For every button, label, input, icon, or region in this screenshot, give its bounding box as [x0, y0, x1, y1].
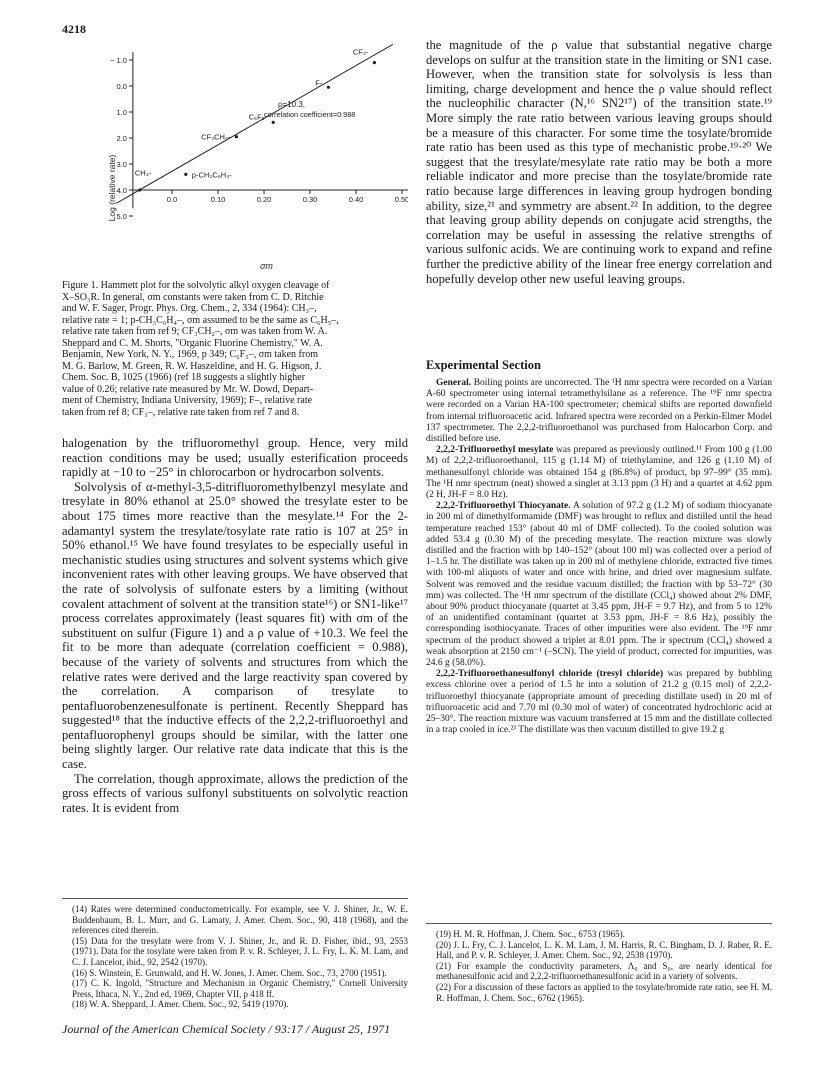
- caption-line: value of 0.26; relative rate measured by Mr. W. Dowd, Depart-: [62, 383, 314, 395]
- x-tick-label: 0.40: [348, 195, 364, 204]
- page-number: 4218: [62, 22, 86, 36]
- y-tick-label: 5.0: [116, 212, 127, 221]
- journal-footer: Journal of the American Chemical Society / 93:17 / August 25, 1971: [62, 1022, 391, 1036]
- footnote: (21) For example the conductivity parameters, Λ₀ and S₀, are nearly identical for methanesulfonic acid and 2,2,2-trifluoroethanesulfonic acid in a variety of solvents.: [436, 960, 772, 982]
- right-column-body: [426, 38, 772, 286]
- y-tick-label: − 1.0: [110, 56, 127, 65]
- data-point: [272, 121, 275, 124]
- data-point: [235, 135, 238, 138]
- exp-text: A solution of 97.2 g (1.2 M) of sodium thiocyanate in 200 ml of dimethylformamide (DMF) was brought to reflux and distilled until the head temperature reached 153° (about 40 ml of DMF collected). To the cooled solution was added 53.4 g (0.30 M) of the preceding mesylate. The reaction mixture was slowly distilled and the fraction with bp 140–152° (about 100 ml) was collected over a period of 1–1.5 hr. The distillate was taken up in 200 ml of methylene chloride, extracted five times with 100-ml aliquots of water and once with brine, and dried over magnesium sulfate. Solvent was removed and the residue vacuum distilled; the fraction with bp 53–72° (30 mm) was collected. The ¹H nmr spectrum of the distillate (CCl₄) showed about 2% DMF, about 90% product thiocyanate (quartet at 3.45 ppm, JH-F = 9.7 Hz), and from 5 to 12% of an unidentified contaminant (quartet at 3.53 ppm, JH-F = 8.6 Hz), possibly the corresponding isothiocyanate. Traces of other impurities were also evident. The ¹⁹F nmr spectrum of the product showed a triplet at 8.01 ppm. The ir spectrum (CCl₄) showed a weak absorption at 2150 cm⁻¹ (–SCN). The yield of product, corrected for impurities, was 24.6 g (58.0%).: [426, 501, 772, 669]
- caption-line: Sheppard and C. M. Shorts, "Organic Fluorine Chemistry," W. A.: [62, 337, 323, 349]
- exp-paragraph: [426, 669, 772, 736]
- footnote: (17) C. K. Ingold, "Structure and Mechanism in Organic Chemistry," Cornell University Press, Ithaca, N. Y., 2nd ed, 1969, Chapter VII, p 418 ff.: [72, 978, 408, 999]
- caption-line: and W. F. Sager, Progr. Phys. Org. Chem., 2, 334 (1964): CH₃–,: [62, 303, 317, 314]
- paragraph: halogenation by the trifluoromethyl group. Hence, very mild reaction conditions may be used; usually esterification proceeds rapidly at −10 to −25° in chlorocarbon or hydrocarbon solvents.: [62, 436, 408, 480]
- data-points: [135, 48, 376, 192]
- paragraph: Solvolysis of α-methyl-3,5-ditrifluoromethylbenzyl mesylate and tresylate in 80% ethanol at 25.0° showed the tresylate ester to be about 175 times more reactive than the mesylate.¹⁴ For the 2-adamantyl system the tresylate/tosylate rate ratio is 107 at 25° in 50% ethanol.¹⁵ We have found tresylates to be especially useful in mechanistic studies using structures and solvent systems which give inconvenient rates with other leaving groups. We have observed that the rate of solvolysis of sulfonate esters by a limiting (without covalent attachment of solvent at the transition state¹⁶) or SN1-like¹⁷ process correlates approximately (least squares fit) with σm of the substituent on sulfur (Figure 1) and a ρ value of +10.3. We feel the fit to be more than adequate (correlation coefficient = 0.988), because of the variety of solvents and structures from which the relative rates were derived and the large reactivity span covered by the correlation. A comparison of tresylate to pentafluorobenzenesulfonate is pertinent. Recently Sheppard has suggested¹⁸ that the inductive effects of the 2,2,2-trifluoroethyl and pentafluorophenyl groups should be similar, with the latter one being slightly larger. Our relative rate data indicate that this is the case.: [62, 479, 408, 772]
- exp-text: Boiling points are uncorrected. The ¹H nmr spectra were recorded on a Varian A-60 spectrometer using internal tetramethylsilane as a reference. The ¹⁹F nmr spectra were recorded on a Varian HA-100 spectrometer; chemical shifts are reported downfield from internal trifluoroacetic acid. Infrared spectra were recorded on a Perkin-Elmer Model 137 spectrometer. The 2,2,2-trifluoroethanol was purchased from Halocarbon Corp. and distilled before use.: [426, 378, 772, 445]
- footnote: (16) S. Winstein, E. Grunwald, and H. W. Jones, J. Amer. Chem. Soc., 73, 2700 (1951).: [72, 967, 387, 978]
- footnote-rule: [426, 923, 772, 924]
- data-point-label: F-: [315, 78, 323, 88]
- data-point: [327, 86, 330, 89]
- data-point: [138, 188, 141, 191]
- footnote: (14) Rates were determined conductometrically. For example, see V. J. Shiner, Jr., W. E. Buddenbaum, B. L. Murr, and G. Lamaty, J. Amer. Chem. Soc., 90, 418 (1968), and the references cited therein.: [72, 904, 408, 936]
- paragraph: The correlation, though approximate, allows the prediction of the gross effects of various sulfonyl substituents on solvolytic reaction rates. It is evident from: [62, 771, 408, 815]
- x-tick-label: 0.10: [210, 195, 226, 204]
- x-tick-label: 0.0: [166, 195, 178, 204]
- exp-text: was prepared as previously outlined.¹¹ From 100 g (1.00 M) of 2,2,2-trifluoroethanol, 115 g (1.14 M) of triethylamine, and 126 g (1.10 M) of methanesulfonyl chloride was obtained 154 g (86.8%) of product, bp 97–99° (35 mm). The ¹H nmr spectrum (neat) showed a singlet at 3.13 ppm (3 H) and a quartet at 4.62 ppm (2 H, JH-F = 8.0 Hz).: [426, 445, 772, 501]
- exp-heading: 2,2,2-Trifluoroethyl Thiocyanate.: [436, 501, 571, 512]
- x-axis-label: σm: [260, 261, 273, 271]
- footnote-rule: [62, 898, 408, 899]
- fit-correlation-annotation: correlation coefficient=0.988: [264, 110, 356, 119]
- right-footnotes: [426, 929, 772, 1003]
- exp-text: was prepared by bubbling excess chlorine over a period of 1.5 hr into a solution of 21.2 g (0.15 mol) of 2,2,2-trifluoroethyl thiocyanate (appropriate amount of preceding distillate used) in 20 ml of trifluoroacetic acid and 7.70 ml (0.30 mol of water) of concentrated hydrochloric acid at 25–30°. The reaction mixture was vacuum transferred at 15 mm and the distillate collected in a trap cooled in ice.²³ The distillate was then vacuum distilled to give 19.2 g: [426, 669, 773, 736]
- y-axis-label: Log (relative rate): [107, 154, 117, 222]
- caption-line: relative rate taken from ref 9; CF₃CH₂–, σm was taken from W. A.: [62, 326, 328, 337]
- y-tick-label: 4.0: [116, 186, 127, 195]
- experimental-section: [426, 352, 772, 737]
- x-tick-label: 0.20: [256, 195, 272, 204]
- x-tick-label: 0.30: [302, 195, 318, 204]
- fit-line: [117, 44, 393, 203]
- caption-line: Chem. Soc. B, 1025 (1966) (ref 18 suggests a slightly higher: [62, 372, 306, 383]
- exp-paragraph: [426, 445, 772, 501]
- figure-1: [62, 40, 408, 276]
- data-point: [184, 173, 187, 176]
- footnote: (22) For a discussion of these factors as applied to the tosylate/bromide rate ratio, see H. M. R. Hoffman, J. Chem. Soc., 6762 (1965).: [436, 981, 772, 1003]
- caption-line: M. G. Barlow, M. Green, R. W. Haszeldine, and H. G. Higson, J.: [62, 360, 322, 372]
- exp-paragraph: [426, 501, 772, 669]
- exp-heading: 2,2,2-Trifluoroethyl mesylate: [436, 445, 554, 456]
- left-footnotes: [62, 904, 408, 1010]
- plot-ticks: [110, 56, 408, 221]
- caption-line: X–SO₃R. In general, σm constants were taken from C. D. Ritchie: [62, 291, 324, 303]
- plot-axes: [133, 52, 408, 208]
- caption-line: relative rate = 1; p-CH₃C₆H₄–, σm assumed to be the same as C₆H₅–,: [62, 314, 339, 326]
- data-point-label: C₆F₅-: [248, 112, 268, 122]
- data-point-label: CF₃CH₂-: [201, 132, 231, 142]
- exp-heading: 2,2,2-Trifluoroethanesulfonyl chloride (tresyl chloride): [436, 669, 664, 680]
- paragraph: the magnitude of the ρ value that substantial negative charge develops on sulfur at the transition state in the limiting or SN1 case. However, when the transition state for solvolysis is less than limiting, charge development and hence the ρ value should reflect the nucleophilic character (N,¹⁶ SN2¹⁷) of the transition state.¹⁹ More simply the rate ratio between various leaving groups should be a measure of this character. For some time the tosylate/bromide rate ratio has been used as this type of mechanistic probe.¹⁹·²⁰ We suggest that the tresylate/mesylate rate ratio may be both a more reliable indicator and more precise than the tosylate/bromide rate ratio because large differences in leaving group hydrogen bonding ability, size,²¹ and symmetry are absent.²² In addition, to the degree that leaving group ability depends on conjugate acid strengths, the correlation may be useful in assessing the relative strengths of various sulfonic acids. We are continuing work to expand and refine further the predictive ability of the linear free energy correlation and hopefully develop other new useful leaving groups.: [426, 38, 772, 286]
- footnote: (19) H. M. R. Hoffman, J. Chem. Soc., 6753 (1965).: [436, 929, 625, 939]
- section-title: Experimental Section: [426, 358, 541, 372]
- left-column-body: [62, 436, 408, 815]
- y-tick-label: 3.0: [116, 160, 127, 169]
- data-point-label: CH₃-: [134, 168, 152, 178]
- exp-heading: General.: [436, 378, 472, 388]
- y-tick-label: 0.0: [116, 82, 127, 91]
- figure-caption: [62, 280, 408, 418]
- caption-line: Benjamin, New York, N. Y., 1969, p 349; C₆F₅–, σm taken from: [62, 349, 318, 360]
- experimental-body: [426, 378, 772, 737]
- caption-line: ment of Chemistry, Indiana University, 1969); F–, relative rate: [62, 395, 313, 406]
- data-point-label: p-CH₃C₆H₄-: [191, 170, 232, 180]
- caption-line: taken from ref 8; CF₃–, relative rate taken from ref 7 and 8.: [62, 406, 300, 418]
- exp-paragraph: [426, 378, 772, 445]
- fit-rho-annotation: ρ=10.3,: [278, 100, 306, 109]
- y-tick-label: 1.0: [116, 108, 127, 117]
- hammett-plot: [62, 40, 408, 276]
- footnote: (18) W. A. Sheppard, J. Amer. Chem. Soc., 92, 5419 (1970).: [72, 999, 289, 1010]
- data-point: [373, 61, 376, 64]
- y-tick-label: 2.0: [116, 134, 127, 143]
- footnote: (20) J. L. Fry, C. J. Lancelot, L. K. M. Lam, J. M. Harris, R. C. Bingham, D. J. Raber, R. E. Hall, and P. v. R. Schleyer, J. Amer. Chem. Soc., 92, 2538 (1970).: [436, 939, 772, 961]
- footnote: (15) Data for the tresylate were from V. J. Shiner, Jr., and R. D. Fisher, ibid., 93, 2553 (1971). Data for the tosylate were taken from P. v. R. Schleyer, J. L. Fry, L. K. M. Lam, and C. J. Lancelot, ibid., 92, 2542 (1970).: [72, 935, 408, 967]
- caption-line: Figure 1. Hammett plot for the solvolytic alkyl oxygen cleavage of: [62, 280, 330, 291]
- x-tick-label: 0.50: [394, 195, 408, 204]
- fit-line-segment: [117, 44, 393, 203]
- data-point-label: CF₃-: [352, 47, 369, 57]
